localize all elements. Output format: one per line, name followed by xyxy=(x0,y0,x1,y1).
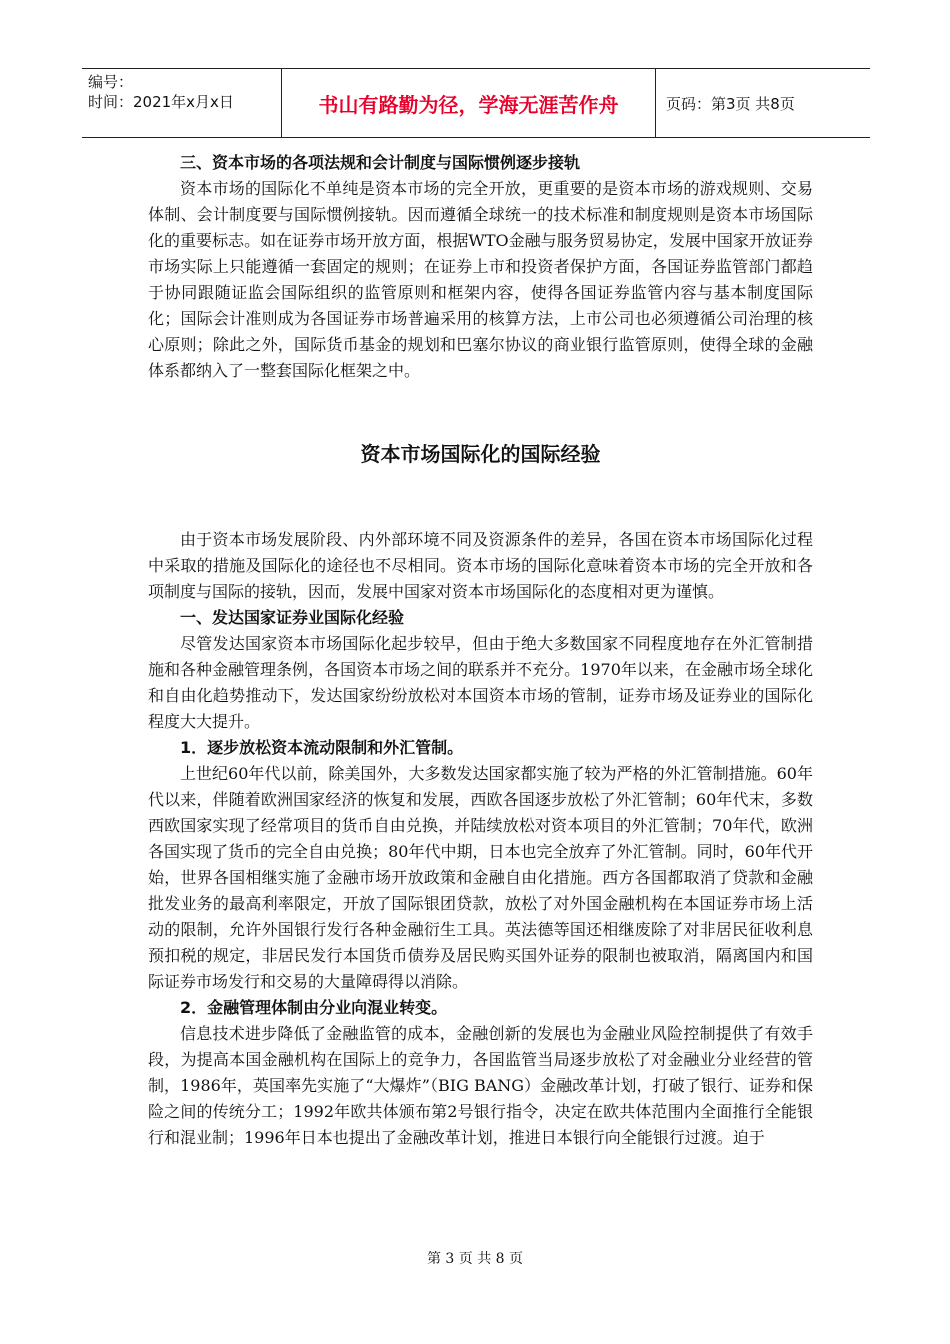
page-header xyxy=(82,68,870,138)
header-number-label: 编号： xyxy=(88,73,134,91)
part1-paragraph: 尽管发达国家资本市场国际化起步较早，但由于绝大多数国家不同程度地存在外汇管制措施和各种金融管理条例，各国资本市场之间的联系并不充分。1970年以来，在金融市场全球化和自由化趋势推动下，发达国家纷纷放松对本国资本市场的管制，证券市场及证券业的国际化程度大大提升。 xyxy=(148,634,813,731)
header-meta xyxy=(82,69,282,137)
item1-heading: 1．逐步放松资本流动限制和外汇管制。 xyxy=(180,738,464,757)
item1-paragraph: 上世纪60年代以前，除美国外，大多数发达国家都实施了较为严格的外汇管制措施。60年代以来，伴随着欧洲国家经济的恢复和发展，西欧各国逐步放松了外汇管制；60年代末，多数西欧国家实现了经常项目的货币自由兑换，并陆续放松对资本项目的外汇管制；70年代，欧洲各国实现了货币的完全自由兑换；80年代中期，日本也完全放弃了外汇管制。同时，60年代开始，世界各国相继实施了金融市场开放政策和金融自由化措施。西方各国都取消了贷款和金融批发业务的最高利率限定，开放了国际银团贷款，放松了对外国金融机构在本国证券市场上活动的限制，允许外国银行发行各种金融衍生工具。英法德等国还相继废除了对非居民征收利息预扣税的规定，非居民发行本国货币债券及居民购买国外证券的限制也被取消，隔离国内和国际证券市场发行和交易的大量障碍得以消除。 xyxy=(148,764,813,991)
header-time-label: 时间：2021年x月x日 xyxy=(88,93,234,111)
header-motto: 书山有路勤为径，学海无涯苦作舟 xyxy=(282,69,656,137)
item2-heading: 2．金融管理体制由分业向混业转变。 xyxy=(180,998,448,1017)
page-footer: 第 3 页 共 8 页 xyxy=(426,1251,524,1267)
section3-heading: 三、资本市场的各项法规和会计制度与国际惯例逐步接轨 xyxy=(180,153,581,172)
item2-paragraph: 信息技术进步降低了金融监管的成本，金融创新的发展也为金融业风险控制提供了有效手段，为提高本国金融机构在国际上的竞争力，各国监管当局逐步放松了对金融业分业经营的管制，1986年，英国率先实施了“大爆炸”（BIG BANG）金融改革计划，打破了银行、证券和保险之间的传统分工；1992年欧共体颁布第2号银行指令，决定在欧共体范围内全面推行全能银行和混业制；1996年日本也提出了金融改革计划，推进日本银行向全能银行过渡。迫于 xyxy=(148,1024,813,1147)
main-title: 资本市场国际化的国际经验 xyxy=(360,442,601,466)
part1-heading: 一、发达国家证券业国际化经验 xyxy=(180,608,405,627)
header-page-label: 页码：第3页 共8页 xyxy=(666,94,795,113)
section3-paragraph: 资本市场的国际化不单纯是资本市场的完全开放，更重要的是资本市场的游戏规则、交易体制、会计制度要与国际惯例接轨。因而遵循全球统一的技术标准和制度规则是资本市场国际化的重要标志。如在证券市场开放方面，根据WTO金融与服务贸易协定，发展中国家开放证券市场实际上只能遵循一套固定的规则；在证券上市和投资者保护方面，各国证券监管部门都趋于协同跟随证监会国际组织的监管原则和框架内容，使得各国证券监管内容与基本制度国际化；国际会计准则成为各国证券市场普遍采用的核算方法，上市公司也必须遵循公司治理的核心原则；除此之外，国际货币基金的规划和巴塞尔协议的商业银行监管原则，使得全球的金融体系都纳入了一整套国际化框架之中。 xyxy=(148,179,813,380)
document-body xyxy=(148,150,813,1151)
intro-paragraph: 由于资本市场发展阶段、内外部环境不同及资源条件的差异，各国在资本市场国际化过程中采取的措施及国际化的途径也不尽相同。资本市场的国际化意味着资本市场的完全开放和各项制度与国际的接轨，因而，发展中国家对资本市场国际化的态度相对更为谨慎。 xyxy=(148,530,813,601)
